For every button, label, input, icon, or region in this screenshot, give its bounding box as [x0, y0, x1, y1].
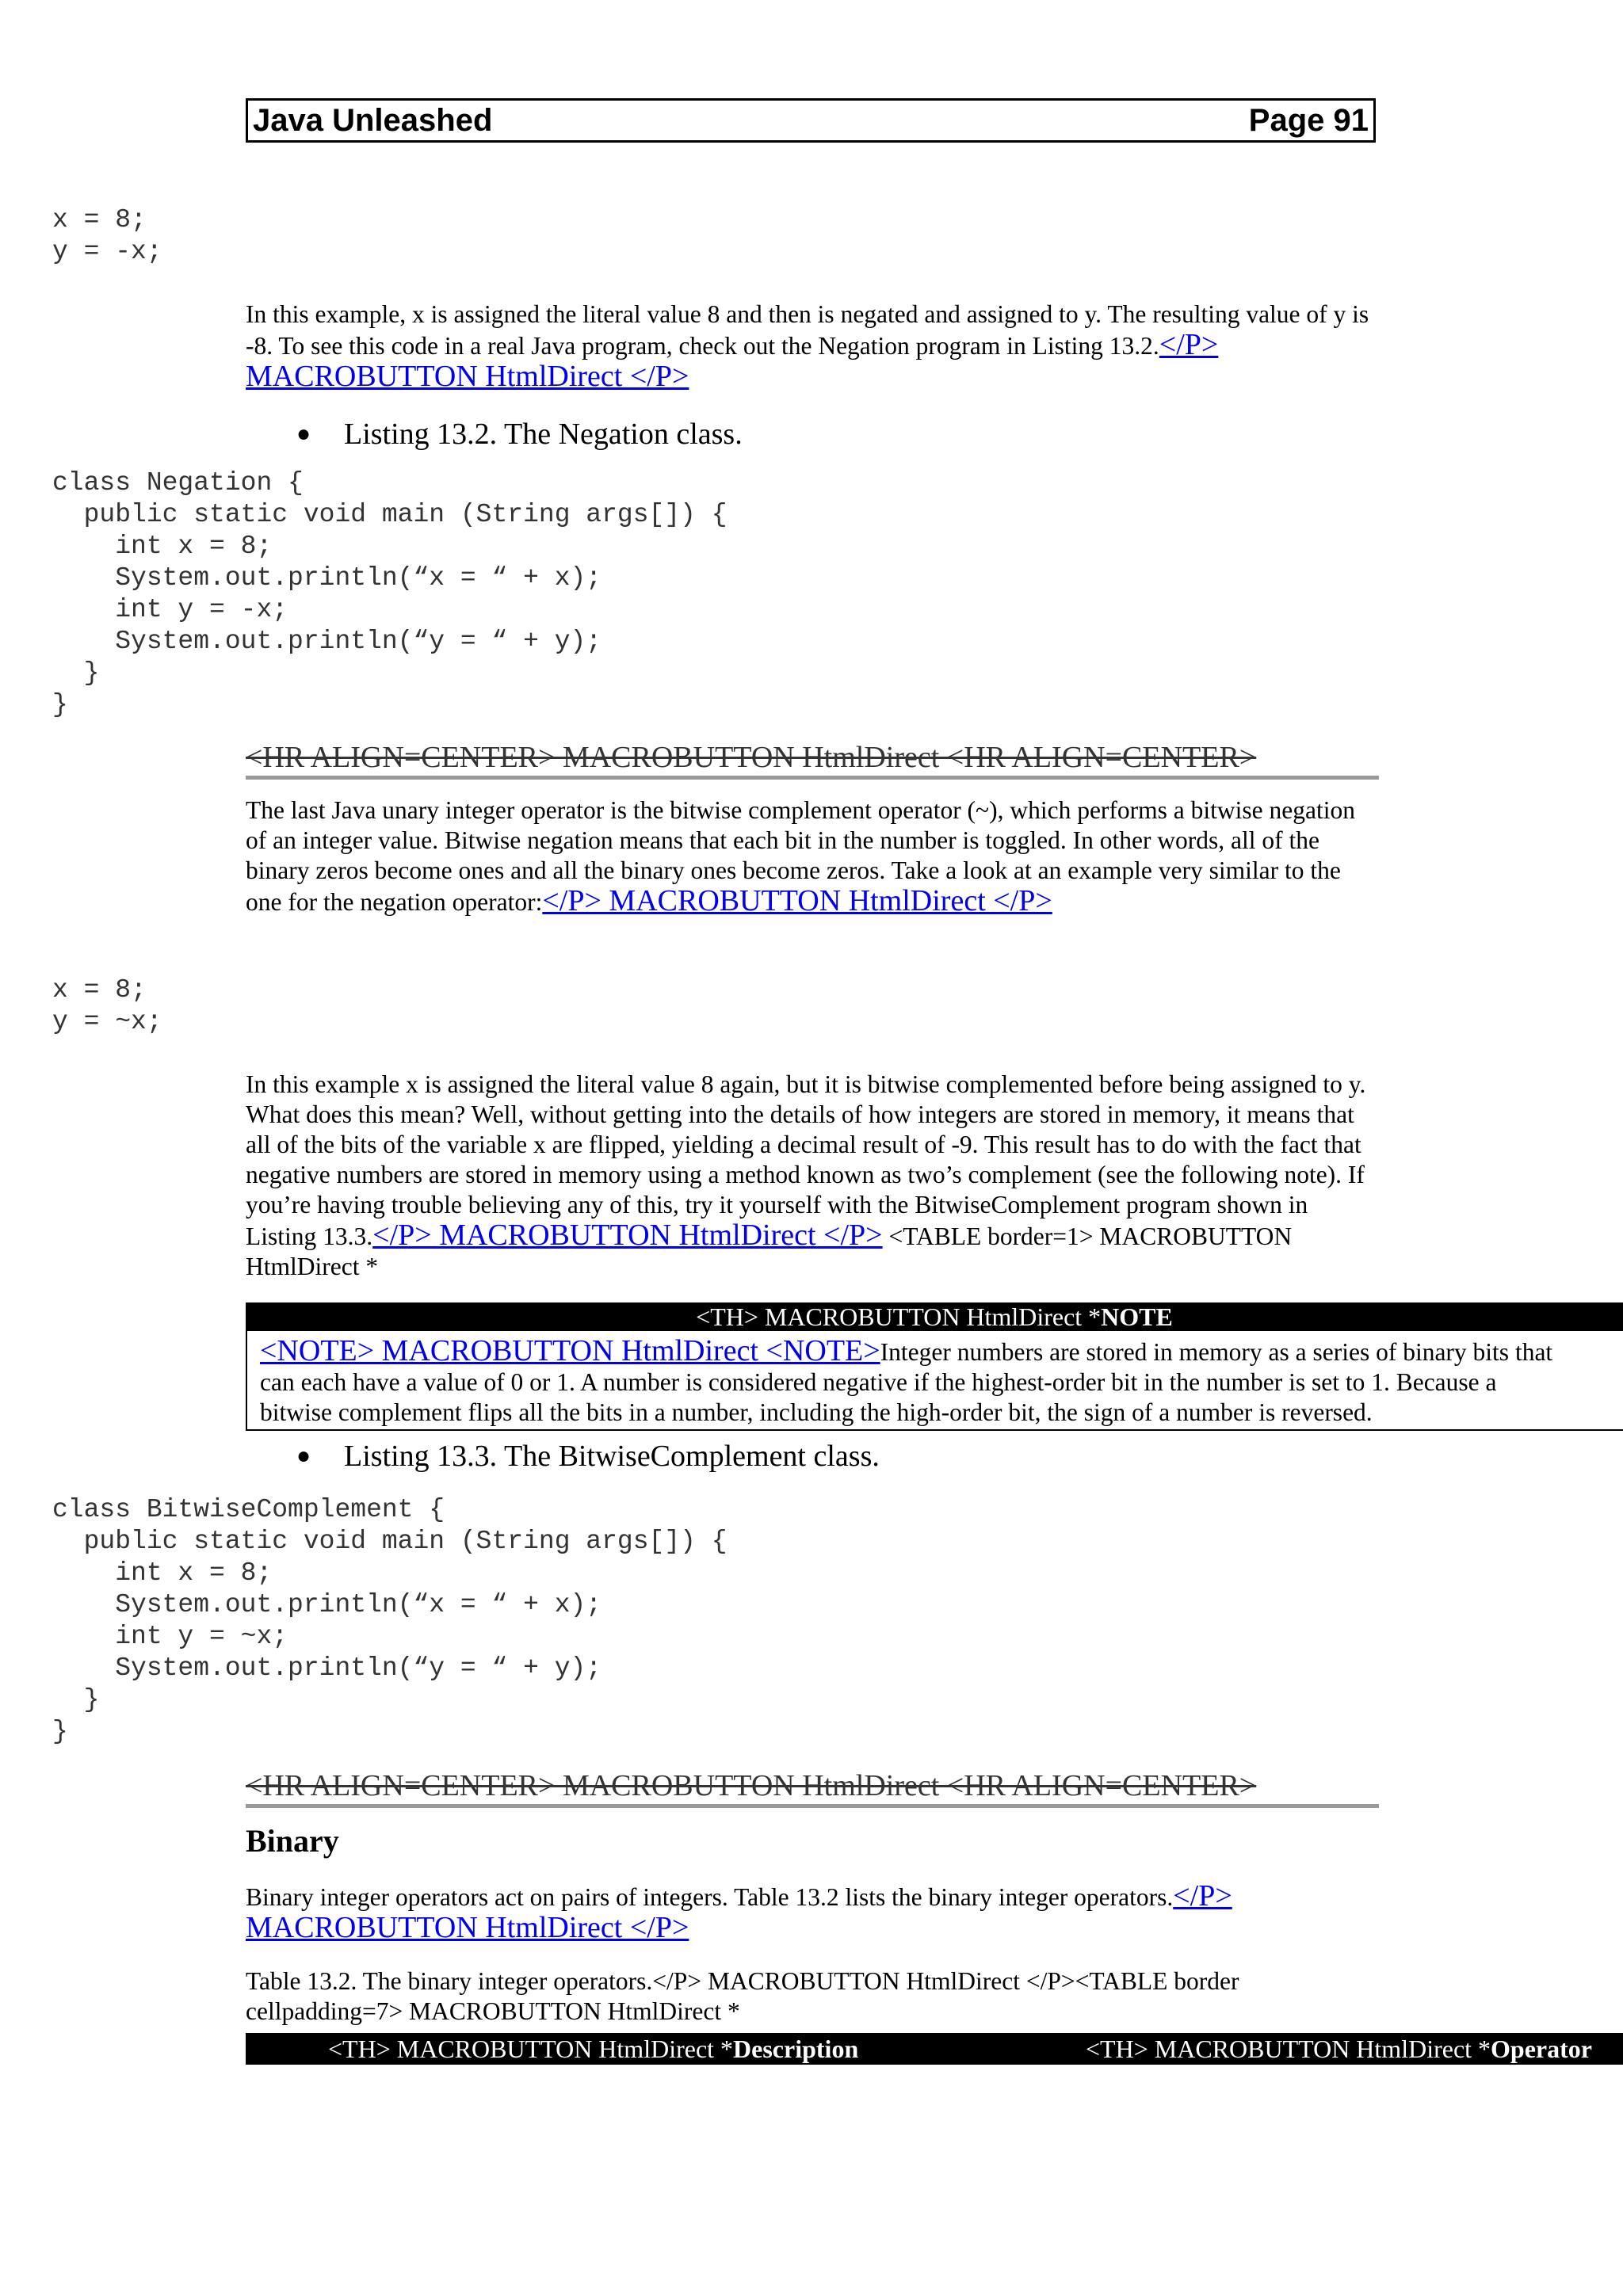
code-line: class Negation {	[52, 468, 304, 498]
paragraph-bitwise-complement	[246, 795, 1379, 917]
paragraph-text: Binary integer operators act on pairs of integers. Table 13.2 lists the binary integer operators.	[246, 1883, 1174, 1911]
listing-caption-13-3	[296, 1439, 880, 1474]
code-line: y = ~x;	[52, 1007, 162, 1036]
listing-caption-13-2	[296, 417, 743, 452]
macrobutton-link[interactable]: </P> MACROBUTTON HtmlDirect </P>	[246, 1879, 1232, 1944]
macrobutton-link[interactable]: </P> MACROBUTTON HtmlDirect </P>	[542, 884, 1052, 917]
code-line: }	[52, 658, 100, 688]
code-block-negation-class	[52, 467, 727, 721]
code-line: public static void main (String args[]) {	[52, 500, 727, 529]
code-line: }	[52, 1685, 100, 1714]
caption-line: Table 13.2. The binary integer operators.</P> MACROBUTTON HtmlDirect </P><TABLE border	[246, 1967, 1239, 1995]
table-header-prefix: <TH> MACROBUTTON HtmlDirect *	[1086, 2035, 1491, 2063]
code-line: x = 8;	[52, 205, 147, 235]
horizontal-rule-macro: <HR ALIGN=CENTER> MACROBUTTON HtmlDirect <HR ALIGN=CENTER>	[246, 740, 1379, 780]
macrobutton-link[interactable]: </P> MACROBUTTON HtmlDirect </P>	[246, 328, 1219, 393]
book-title: Java Unleashed	[253, 102, 493, 138]
note-text: Integer numbers are stored in memory as a series of binary bits that	[880, 1338, 1553, 1366]
code-line: }	[52, 690, 68, 719]
table-macro-text: <TABLE border=1> MACROBUTTON HtmlDirect *	[246, 1222, 1293, 1280]
note-header-prefix: <TH> MACROBUTTON HtmlDirect *	[696, 1302, 1102, 1331]
code-line: int x = 8;	[52, 532, 273, 561]
table-header-bar	[246, 2033, 1623, 2065]
code-line: y = -x;	[52, 237, 162, 266]
table-header-description	[328, 2033, 858, 2065]
code-line: class BitwiseComplement {	[52, 1495, 445, 1524]
note-box	[246, 1331, 1623, 1431]
code-block-bitwisecomplement-class	[52, 1494, 727, 1748]
horizontal-rule-macro: <HR ALIGN=CENTER> MACROBUTTON HtmlDirect <HR ALIGN=CENTER>	[246, 1768, 1379, 1808]
bullet-icon: ●	[296, 1443, 311, 1469]
bullet-icon: ●	[296, 421, 311, 447]
table-caption	[246, 1966, 1379, 2027]
note-line: bitwise complement flips all the bits in a number, including the high-order bit, the sign of a number is reversed.	[260, 1398, 1373, 1426]
paragraph-complement-explanation	[246, 1070, 1379, 1282]
note-line: can each have a value of 0 or 1. A number is considered negative if the highest-order bit in the number is set to 1. Because a	[260, 1368, 1497, 1396]
paragraph-text: In this example x is assigned the literal value 8 again, but it is bitwise complemented before being assigned to y. What does this mean? Well, without getting into the details of how integers are stored in memory, it means that all of the bits of the variable x are flipped, yielding a decimal result of -9. This result has to do with the fact that negative numbers are stored in memory using a method known as two’s complement (see the following note). If you’re having trouble believing any of this, try it yourself with the BitwiseComplement program shown in Listing 13.3.	[246, 1070, 1366, 1250]
code-line: }	[52, 1717, 68, 1746]
note-header-label: NOTE	[1101, 1302, 1173, 1331]
table-header-prefix: <TH> MACROBUTTON HtmlDirect *	[328, 2035, 734, 2063]
code-line: int y = -x;	[52, 595, 288, 624]
code-block-complement-snippet	[52, 974, 162, 1038]
listing-title: Listing 13.3. The BitwiseComplement class.	[344, 1440, 880, 1473]
paragraph-text: The last Java unary integer operator is the bitwise complement operator (~), which performs a bitwise negation of an integer value. Bitwise negation means that each bit in the number is toggled. In other words, all of the binary zeros become ones and all the binary ones become zeros. Take a look at an example very similar to the one for the negation operator:	[246, 796, 1355, 916]
code-line: System.out.println(“y = “ + y);	[52, 627, 602, 656]
table-header-label: Description	[733, 2035, 859, 2063]
code-line: public static void main (String args[]) {	[52, 1527, 727, 1556]
code-line: int y = ~x;	[52, 1622, 288, 1651]
code-line: System.out.println(“x = “ + x);	[52, 1590, 602, 1619]
section-heading-binary: Binary	[246, 1823, 339, 1859]
code-block-negation-snippet	[52, 204, 162, 268]
paragraph-negation-example	[246, 299, 1379, 393]
macrobutton-link[interactable]: </P> MACROBUTTON HtmlDirect </P>	[372, 1219, 883, 1252]
table-header-label: Operator	[1491, 2035, 1592, 2063]
page-header	[246, 98, 1376, 143]
page-number: Page 91	[1248, 102, 1369, 138]
code-line: x = 8;	[52, 975, 147, 1005]
note-macrobutton-link[interactable]: <NOTE> MACROBUTTON HtmlDirect <NOTE>	[260, 1334, 880, 1367]
caption-line: cellpadding=7> MACROBUTTON HtmlDirect *	[246, 1997, 740, 2025]
code-line: System.out.println(“y = “ + y);	[52, 1653, 602, 1683]
code-line: System.out.println(“x = “ + x);	[52, 563, 602, 593]
note-line	[260, 1336, 1623, 1367]
listing-title: Listing 13.2. The Negation class.	[344, 418, 743, 451]
note-header-bar	[246, 1302, 1623, 1331]
code-line: int x = 8;	[52, 1558, 273, 1588]
paragraph-text: In this example, x is assigned the literal value 8 and then is negated and assigned to y. The resulting value of y is -8. To see this code in a real Java program, check out the Negation program in Listing 13.2.	[246, 300, 1369, 360]
table-header-operator	[1086, 2033, 1592, 2065]
paragraph-binary-operators	[246, 1881, 1379, 1944]
